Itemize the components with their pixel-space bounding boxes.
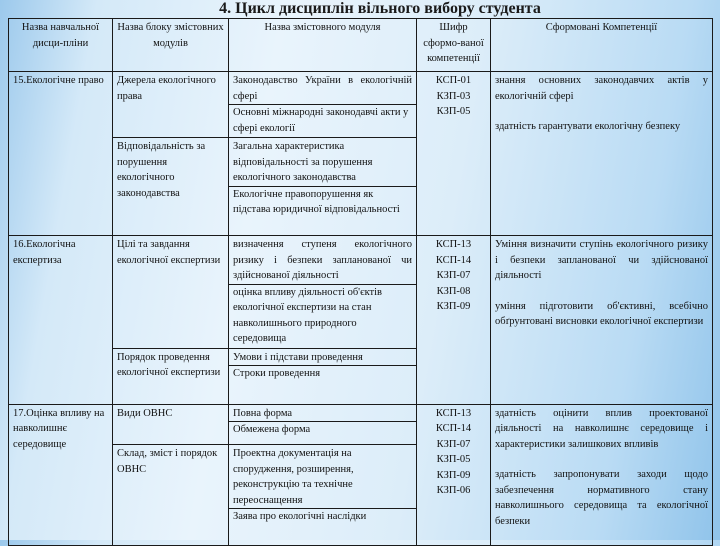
module-item: Повна форма (233, 407, 293, 419)
code-item: КСП-14 (435, 254, 472, 266)
code-item: КСП-14 (435, 423, 472, 434)
competencies-cell (491, 72, 713, 236)
code-item: КЗП-07 (436, 438, 471, 450)
module-item: Законодавство України в екологічній сфері (233, 75, 412, 102)
code-item: КЗП-03 (436, 90, 471, 102)
code-item: КСП-01 (435, 75, 472, 86)
code-cell (417, 236, 491, 405)
competency-item: здатність гарантувати екологічну безпеку (495, 121, 681, 132)
module-item: оцінка впливу діяльності об'єктів екологічної експертизи на стан навколишнього природного середовища (229, 284, 416, 347)
header-code: Шифр сформо-ваної компетенції (417, 19, 491, 72)
competency-item: здатність оцінити вплив проектованої діяльності на навколишнє середовище і характеристики залишкових впливів (495, 407, 708, 450)
block-cell: Порядок проведення екологічної експертизи (113, 348, 229, 404)
code-item: КСП-13 (435, 407, 472, 419)
table-row (9, 72, 713, 138)
code-item: КЗП-07 (436, 270, 471, 281)
module-item: Екологічне правопорушення як підстава юридичної відповідальності (229, 186, 416, 218)
module-list (229, 236, 417, 349)
module-item: Заява про екологічні наслідки (229, 508, 416, 525)
code-item: КЗП-08 (436, 285, 471, 297)
code-item: КЗП-09 (436, 301, 471, 312)
code-cell (417, 72, 491, 236)
competency-item: здатність запропонувати заходи щодо забезпечення нормативного стану навколишнього середовища та екологічної безпеки (495, 469, 708, 527)
discipline-cell: 15.Екологічне право (9, 72, 113, 236)
block-cell: Відповідальність за порушення екологічного законодавства (113, 138, 229, 236)
discipline-cell: 16.Екологічна експертиза (9, 236, 113, 405)
competencies-cell (491, 236, 713, 405)
block-cell: Склад, зміст і порядок ОВНС (113, 445, 229, 546)
competency-item: уміння підготовити об'єктивні, всебічно обґрунтовані висновки екологічної експертизи (495, 300, 708, 327)
module-item: Обмежена форма (229, 421, 416, 438)
code-item: КЗП-06 (436, 485, 471, 496)
block-cell: Види ОВНС (113, 404, 229, 445)
code-item: КСП-13 (435, 239, 472, 250)
table-header-row (9, 19, 713, 72)
module-list (229, 348, 417, 404)
module-item: Умови і підстави проведення (233, 351, 363, 363)
module-item: Проектна документація на спорудження, розширення, реконструкцію та технічне переоснащення (233, 448, 354, 506)
header-block: Назва блоку змістовних модулів (113, 19, 229, 72)
disciplines-table (8, 18, 713, 546)
module-list (229, 404, 417, 445)
module-item: визначення ступеня екологічного ризику і безпеки запланованої чи здійснованої діяльності (233, 239, 412, 281)
module-item: Строки проведення (229, 365, 416, 382)
module-item: Загальна характеристика відповідальності за порушення екологічного законодавства (233, 141, 373, 183)
discipline-cell: 17.Оцінка впливу на навколишнє середовище (9, 404, 113, 546)
code-item: КЗП-05 (436, 454, 471, 465)
code-item: КЗП-09 (436, 469, 471, 481)
module-item: Основні міжнародні законодавчі акти у сфері екології (229, 104, 416, 136)
page-title: 4. Цикл дисциплін вільного вибору студента (219, 0, 541, 17)
competency-item: Уміння визначити ступінь екологічного ризику і безпеки запланованої чи здійснованої діяльності (495, 239, 708, 281)
header-discipline: Назва навчальної дисци-пліни (9, 19, 113, 72)
table-row (9, 404, 713, 445)
module-list (229, 445, 417, 546)
table-row (9, 236, 713, 349)
code-cell (417, 404, 491, 546)
module-list (229, 72, 417, 138)
competencies-cell (491, 404, 713, 546)
header-module: Назва змістовного модуля (229, 19, 417, 72)
header-competencies: Сформовані Компетенції (491, 19, 713, 72)
module-list (229, 138, 417, 236)
competency-item: знання основних законодавчих актів у екологічній сфері (495, 75, 708, 102)
code-item: КЗП-05 (436, 106, 471, 117)
block-cell: Цілі та завдання екологічної експертизи (113, 236, 229, 349)
block-cell: Джерела екологічного права (113, 72, 229, 138)
